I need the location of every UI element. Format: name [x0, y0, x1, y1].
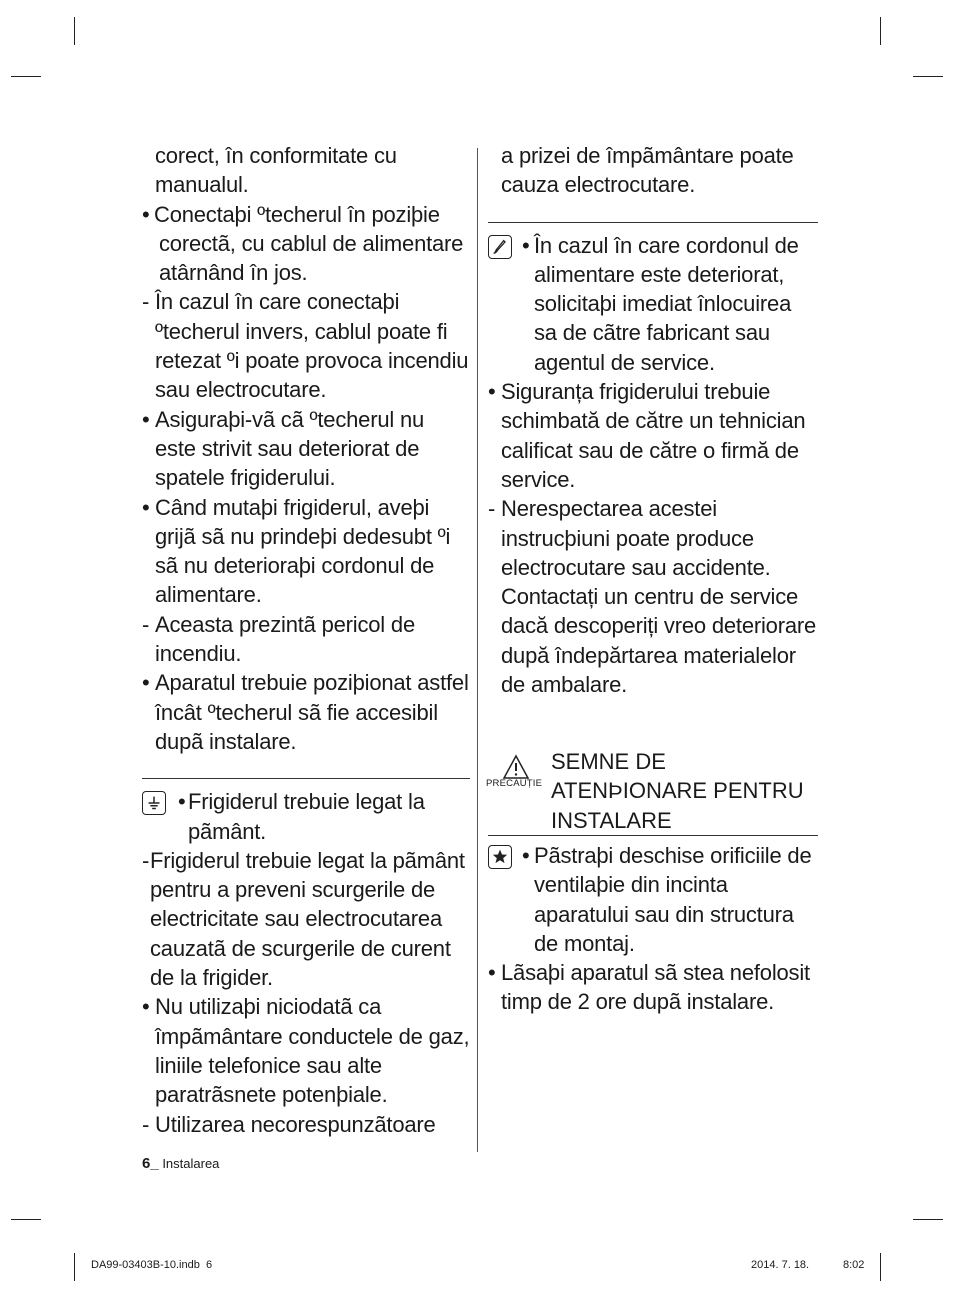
ground-note: • Frigiderul trebuie legat la pãmânt. [142, 787, 470, 846]
bullet-item: • Nu utilizaþi niciodatã ca împãmântare conductele de gaz, liniile telefonice sau alte paratrãsnete potenþiale. [142, 994, 470, 1108]
dash-item: - Utilizarea necorespunzãtoare [142, 1111, 436, 1137]
crop-mark-right-lower [913, 1219, 943, 1220]
dash-item: - Frigiderul trebuie legat la pãmânt pentru a preveni scurgerile de electricitate sau electrocutarea cauzatã de scurgerile de curent de la frigider. [142, 847, 465, 991]
section-rule [142, 778, 470, 779]
paragraph-continuation: a prizei de împãmântare poate cauza electrocutare. [501, 143, 794, 198]
star-note-icon [488, 845, 512, 869]
crop-mark-bottom-right [880, 1253, 881, 1281]
dash-item: - Nerespectarea acestei instrucþiuni poate produce electrocutare sau accidente. Contactați un centru de service dacă descoperiți vreo deteriorare după îndepărtarea materialelor de ambalare. [488, 496, 817, 698]
page-footer [142, 1155, 219, 1172]
bullet-item: • Când mutaþi frigiderul, aveþi grijã sã nu prindeþi dedesubt ºi sã nu deterioraþi cordonul de alimentare. [142, 494, 451, 608]
caution-content [488, 835, 818, 1017]
print-date: 2014. 7. 18. [751, 1259, 810, 1271]
crop-mark-top-right [880, 17, 881, 45]
crop-mark-right-upper [913, 76, 943, 77]
paragraph-continuation: corect, în conformitate cu manualul. [155, 143, 397, 198]
ground-icon [142, 791, 166, 815]
right-column [488, 141, 818, 699]
print-time: 8:02 [843, 1259, 865, 1271]
caution-title: SEMNE DE ATENÞIONARE PENTRU INSTALARE [551, 749, 804, 833]
section-rule [488, 222, 818, 223]
bullet-item: • Conectaþi ºtecherul în poziþie corectã, cu cablul de alimentare atârnând în jos. [142, 201, 464, 286]
crop-mark-left-lower [11, 1219, 41, 1220]
bullet-item: • Asiguraþi-vã cã ºtecherul nu este strivit sau deteriorat de spatele frigiderului. [142, 406, 425, 491]
caution-triangle-icon [502, 754, 530, 780]
bullet-item: • Siguranța frigiderului trebuie schimbată de către un tehnician calificat sau de către o firmă de service. [488, 379, 806, 492]
column-divider [477, 148, 478, 1152]
page-separator: _ [150, 1155, 159, 1172]
electric-note: • În cazul în care cordonul de alimentare este deteriorat, solicitaþi imediat înlocuirea sa de cãtre fabricant sau agentul de service. [488, 231, 818, 377]
section-name: Instalarea [162, 1156, 220, 1171]
crop-mark-top-left [74, 17, 75, 45]
bullet-item: • Lãsaþi aparatul sã stea nefolosit timp de 2 ore dupã instalare. [488, 960, 810, 1015]
ventilation-note: • Pãstraþi deschise orificiile de ventilaþie din incinta aparatului sau din structura de montaj. [488, 841, 818, 958]
dash-item: - În cazul în care conectaþi ºtecherul invers, cablul poate fi retezat ºi poate provoca incendiu sau electrocutare. [142, 289, 469, 403]
page-number: 6 [142, 1155, 151, 1172]
electric-warning-icon [488, 235, 512, 259]
print-file-name: DA99-03403B-10.indb 6 [91, 1259, 213, 1271]
left-column [142, 141, 470, 1139]
crop-mark-bottom-left [74, 1253, 75, 1281]
section-rule [488, 835, 818, 836]
caution-label: PRECAUȚIE [486, 778, 543, 789]
crop-mark-left-upper [11, 76, 41, 77]
dash-item: - Aceasta prezintã pericol de incendiu. [142, 611, 415, 667]
bullet-item: • Aparatul trebuie poziþionat astfel încât ºtecherul sã fie accesibil dupã instalare. [142, 670, 469, 754]
